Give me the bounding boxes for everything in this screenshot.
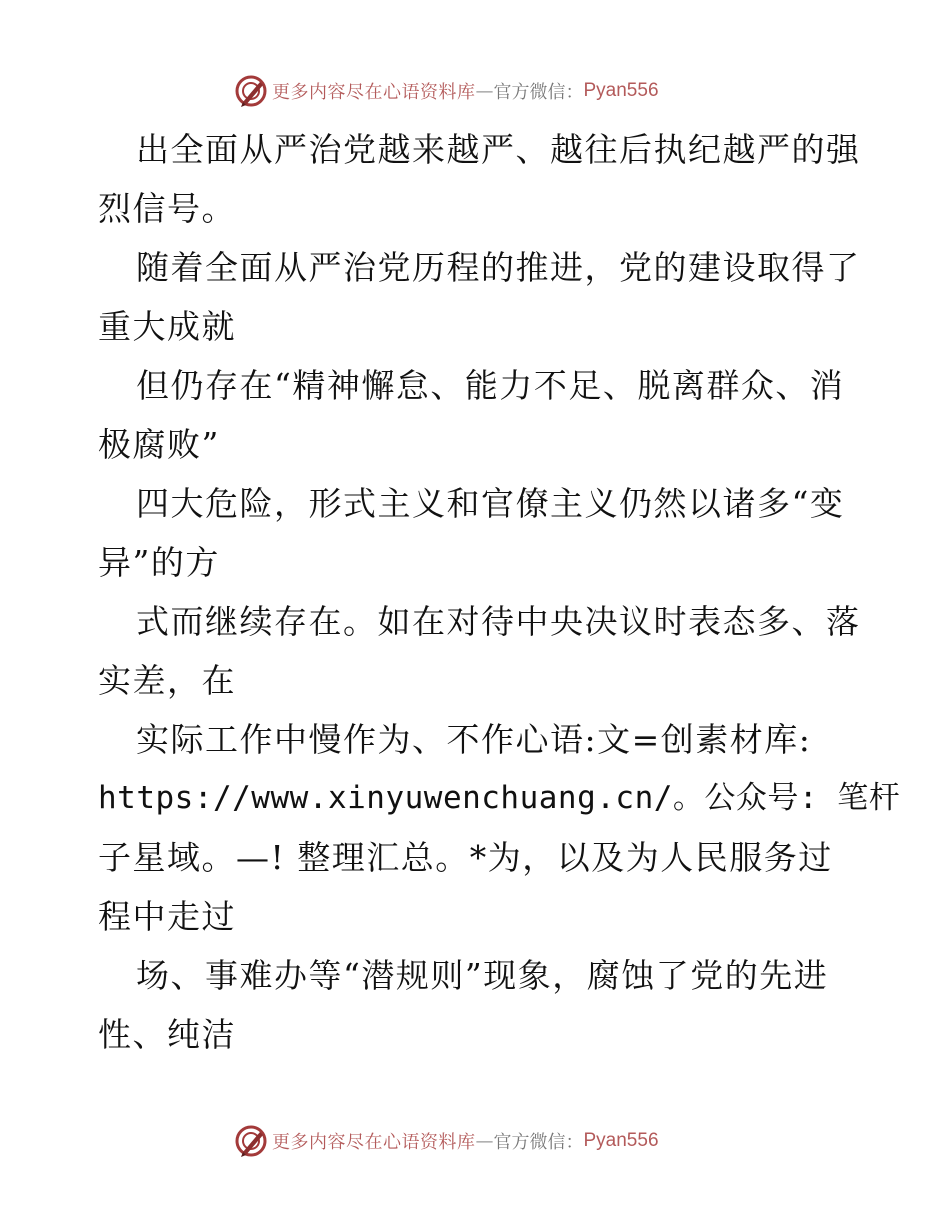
watermark-prefix: 更多内容尽在心语资料库 bbox=[272, 82, 476, 103]
paragraph-7-line-1: 场、事难办等“潜规则”现象，腐蚀了党的先进 bbox=[136, 956, 829, 995]
paragraph-4-line-2: 异”的方 bbox=[98, 543, 220, 582]
watermark-footer bbox=[234, 1123, 659, 1159]
watermark-wechat-id: Pyan556 bbox=[583, 1130, 659, 1151]
paragraph-7-line-2: 性、纯洁 bbox=[98, 1015, 236, 1054]
paragraph-5-line-1: 式而继续存在。如在对待中央决议时表态多、落 bbox=[136, 602, 861, 641]
paragraph-4-line-1: 四大危险，形式主义和官僚主义仍然以诸多“变 bbox=[136, 484, 845, 523]
watermark-separator: — bbox=[475, 1130, 494, 1152]
watermark-label: 官方微信： bbox=[493, 1132, 584, 1153]
pen-logo-icon bbox=[234, 1124, 268, 1158]
paragraph-6-line-2: https://www.xinyuwenchuang.cn/。公众号: 笔杆 bbox=[98, 780, 901, 816]
watermark-label: 官方微信： bbox=[493, 82, 584, 103]
paragraph-5-line-2: 实差，在 bbox=[98, 661, 236, 700]
paragraph-6-line-1: 实际工作中慢作为、不作心语:文=创素材库: bbox=[136, 720, 812, 759]
paragraph-3-line-1: 但仍存在“精神懈怠、能力不足、脱离群众、消 bbox=[136, 366, 845, 405]
paragraph-3-line-2: 极腐败” bbox=[98, 425, 220, 464]
paragraph-6-line-4: 程中走过 bbox=[98, 897, 236, 936]
pen-logo-icon bbox=[234, 74, 268, 108]
watermark-separator: — bbox=[475, 80, 494, 102]
watermark-header bbox=[234, 73, 659, 109]
document-body bbox=[98, 120, 901, 1064]
watermark-wechat-id: Pyan556 bbox=[583, 80, 659, 101]
paragraph-2-line-1: 随着全面从严治党历程的推进，党的建设取得了 bbox=[136, 248, 861, 287]
paragraph-1-line-2: 烈信号。 bbox=[98, 189, 236, 228]
paragraph-6-line-3: 子星域。—! 整理汇总。*为，以及为人民服务过 bbox=[98, 838, 833, 877]
watermark-prefix: 更多内容尽在心语资料库 bbox=[272, 1132, 476, 1153]
paragraph-2-line-2: 重大成就 bbox=[98, 307, 236, 346]
paragraph-1-line-1: 出全面从严治党越来越严、越往后执纪越严的强 bbox=[136, 130, 861, 169]
